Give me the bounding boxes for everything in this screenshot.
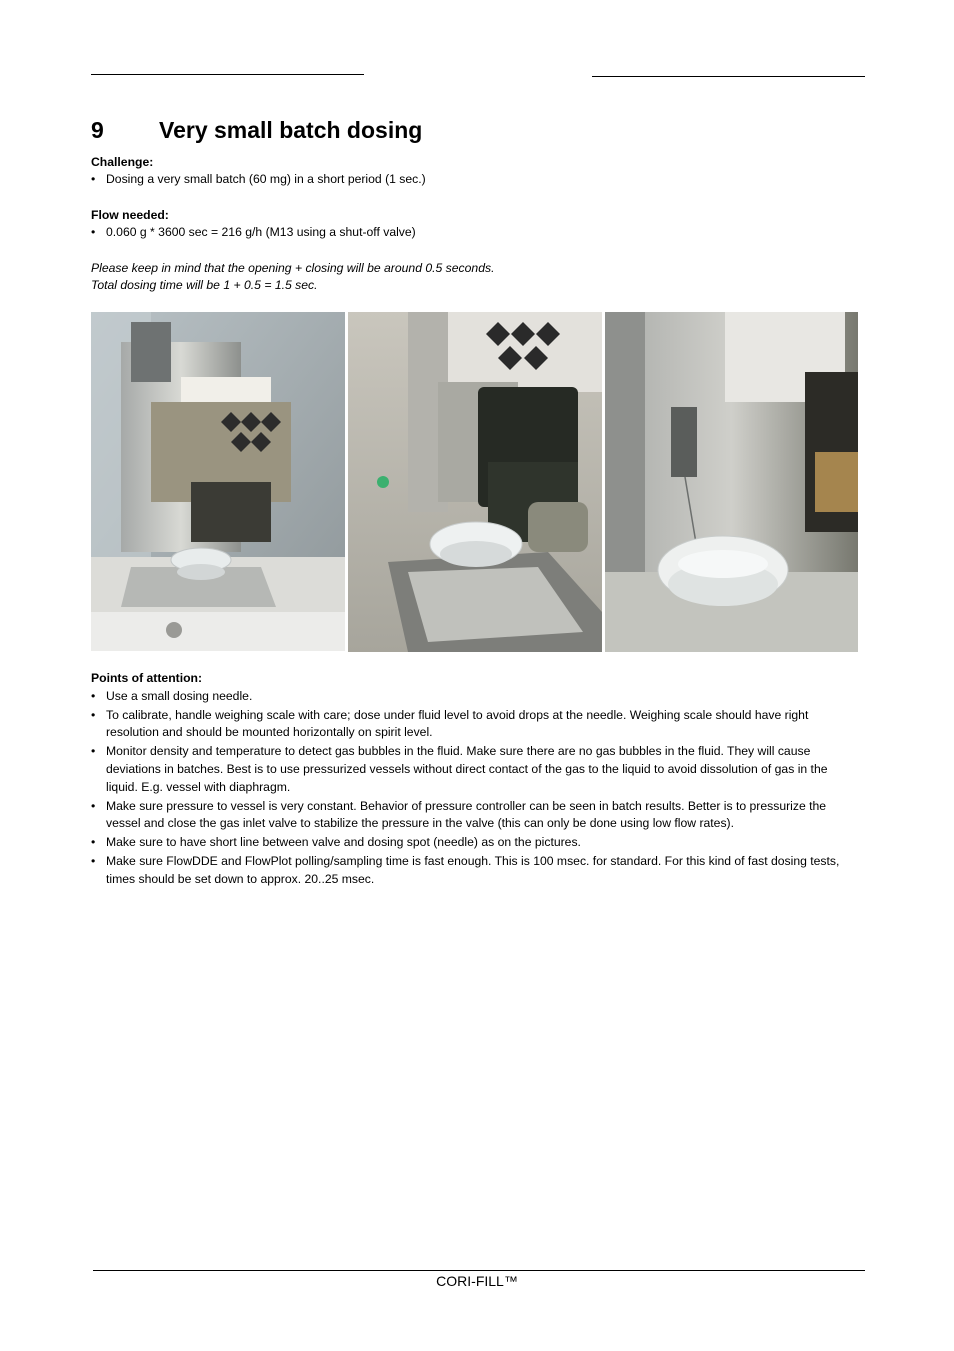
header-rule-right bbox=[592, 76, 865, 77]
flow-label: Flow needed: bbox=[91, 208, 169, 222]
photo-dosing-setup bbox=[91, 312, 345, 651]
list-item: • Make sure pressure to vessel is very constant. Behavior of pressure controller can be seen in batch results. Better is to pressurize the vessel and close the gas inlet valve to stabilize the pressure in the valve (this can only be done using low flow rates). bbox=[91, 798, 861, 834]
header-rule-left bbox=[91, 74, 364, 75]
note-line: Please keep in mind that the opening + closing will be around 0.5 seconds. bbox=[91, 261, 495, 275]
list-item: • Monitor density and temperature to detect gas bubbles in the fluid. Make sure there are no gas bubbles in the fluid. They will cause deviations in batches. Best is to use pressurized vessels without direct contact of the gas to the liquid to avoid dissolution of gas in the liquid. E.g. vessel with diaphragm. bbox=[91, 743, 861, 796]
challenge-list bbox=[91, 171, 861, 188]
list-item: • Dosing a very small batch (60 mg) in a short period (1 sec.) bbox=[91, 171, 861, 188]
note-line: Total dosing time will be 1 + 0.5 = 1.5 sec. bbox=[91, 278, 318, 292]
footer-title: CORI-FILL™ bbox=[436, 1273, 518, 1289]
list-item: • Make sure to have short line between valve and dosing spot (needle) as on the pictures. bbox=[91, 834, 861, 852]
list-item: • 0.060 g * 3600 sec = 216 g/h (M13 using a shut-off valve) bbox=[91, 224, 861, 241]
photo-needle-closeup bbox=[605, 312, 858, 652]
footer-rule bbox=[93, 1270, 865, 1271]
photo-valve-closeup bbox=[348, 312, 602, 652]
photo-strip bbox=[91, 312, 859, 654]
section-number: 9 bbox=[91, 117, 104, 143]
list-item: • Use a small dosing needle. bbox=[91, 688, 861, 706]
attention-list bbox=[91, 688, 861, 889]
attention-label: Points of attention: bbox=[91, 671, 203, 685]
attention-section bbox=[91, 670, 861, 890]
section-content bbox=[91, 114, 861, 294]
list-item: • To calibrate, handle weighing scale with care; dose under fluid level to avoid drops at the needle. Weighing scale should have right resolution and should be mounted horizontally on spirit level. bbox=[91, 707, 861, 743]
flow-list bbox=[91, 224, 861, 241]
challenge-label: Challenge: bbox=[91, 155, 154, 169]
section-title: Very small batch dosing bbox=[159, 117, 423, 143]
list-item: • Make sure FlowDDE and FlowPlot polling/sampling time is fast enough. This is 100 msec. for standard. For this kind of fast dosing tests, times should be set down to approx. 20..25 msec. bbox=[91, 853, 861, 889]
section-heading bbox=[91, 114, 861, 146]
